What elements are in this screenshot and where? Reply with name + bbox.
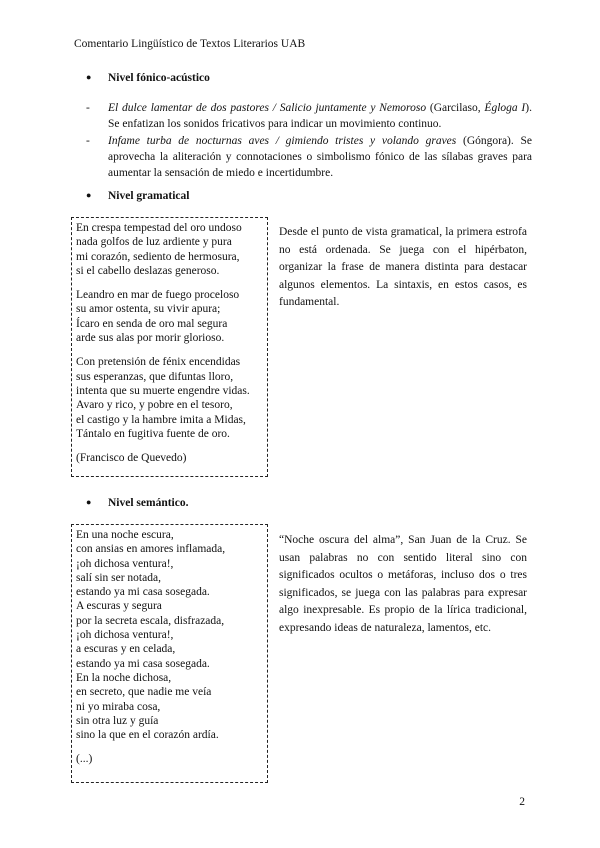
- poem-line: estando ya mi casa sosegada.: [76, 586, 210, 599]
- poem-line: Tántalo en fugitiva fuente de oro.: [76, 427, 230, 440]
- poem-line: salí sin ser notada,: [76, 571, 161, 584]
- poem-line: a escuras y en celada,: [76, 643, 176, 656]
- bullet-icon: ●: [86, 72, 92, 82]
- poem-line: su amor ostenta, su vivir apura;: [76, 303, 221, 316]
- poem-line: nada golfos de luz ardiente y pura: [76, 236, 232, 249]
- poem-line: con ansias en amores inflamada,: [76, 543, 226, 556]
- poem-line: estando ya mi casa sosegada.: [76, 657, 210, 670]
- list-item: [86, 133, 532, 181]
- list-item-text: [108, 133, 532, 181]
- section-heading-gramatical: [86, 190, 189, 202]
- poem-line: ni yo miraba cosa,: [76, 700, 161, 713]
- page-number: 2: [519, 796, 525, 808]
- section-title: Nivel gramatical: [108, 190, 190, 202]
- stanza-gap: [76, 278, 263, 288]
- quote-text: Infame turba de nocturnas aves / gimiendo tristes y volando graves: [108, 135, 457, 147]
- grammatical-commentary: Desde el punto de vista gramatical, la primera estrofa no está ordenada. Se juega con el hipérbaton, organizar la frase de manera distinta para destacar algunos elementos. La sintaxis, en estos casos, es fundamental.: [279, 226, 527, 308]
- dash-marker: -: [86, 102, 90, 114]
- poem-line: En la noche dichosa,: [76, 671, 172, 684]
- poem-line: sino la que en el corazón ardía.: [76, 729, 219, 742]
- stanza-gap: [76, 441, 263, 451]
- poem-line: ¡oh dichosa ventura!,: [76, 557, 174, 570]
- plain-text: (Góngora). Se aprovecha la aliteración y connotaciones o simbolismo fónico de las sílabas graves para aumentar la sensación de miedo e incertidumbre.: [108, 135, 532, 179]
- poem-line: En una noche escura,: [76, 529, 174, 541]
- poem-line: (...): [76, 753, 93, 766]
- work-title: Égloga I: [484, 102, 526, 114]
- plain-text: (Garcilaso,: [426, 102, 485, 114]
- poem-box-san-juan: [71, 524, 268, 783]
- dash-marker: -: [86, 135, 90, 147]
- list-item-text: [108, 100, 532, 132]
- example-list: [86, 100, 532, 182]
- section-heading-fonico: [86, 72, 210, 84]
- poem-line: (Francisco de Quevedo): [76, 452, 187, 465]
- page-header: Comentario Lingüístico de Textos Literarios UAB: [74, 38, 306, 50]
- poem-line: En crespa tempestad del oro undoso: [76, 222, 242, 234]
- poem-line: por la secreta escala, disfrazada,: [76, 614, 225, 627]
- bullet-icon: ●: [86, 190, 92, 200]
- poem-line: A escuras y segura: [76, 600, 162, 613]
- section-title: Nivel semántico.: [108, 497, 189, 509]
- poem-line: en secreto, que nadie me veía: [76, 686, 212, 699]
- list-item: [86, 100, 532, 132]
- poem-line: mi corazón, sediento de hermosura,: [76, 250, 240, 263]
- stanza-gap: [76, 742, 263, 752]
- section-title: Nivel fónico-acústico: [108, 72, 210, 84]
- bullet-icon: ●: [86, 497, 92, 507]
- stanza-gap: [76, 345, 263, 355]
- poem-line: Con pretensión de fénix encendidas: [76, 356, 241, 369]
- poem-line: arde sus alas por morir glorioso.: [76, 332, 225, 345]
- poem-line: el castigo y la hambre imita a Midas,: [76, 413, 246, 426]
- poem-line: Leandro en mar de fuego proceloso: [76, 289, 240, 302]
- quote-text: El dulce lamentar de dos pastores / Salicio juntamente y Nemoroso: [108, 102, 427, 114]
- poem-line: Avaro y rico, y pobre en el tesoro,: [76, 399, 233, 412]
- poem-line: intenta que su muerte engendre vidas.: [76, 384, 250, 397]
- poem-line: sus esperanzas, que difuntas lloro,: [76, 370, 234, 383]
- poem-line: Ícaro en senda de oro mal segura: [76, 317, 228, 330]
- semantic-commentary: “Noche oscura del alma”, San Juan de la Cruz. Se usan palabras no con sentido literal sino con significados ocultos o metáforas, incluso dos o tres significados, se juega con las palabras para expresar algo inexpresable. Es propio de la lírica tradicional, expresando ideas de naturaleza, lamentos, etc.: [279, 534, 527, 634]
- section-heading-semantico: [86, 497, 188, 509]
- poem-line: ¡oh dichosa ventura!,: [76, 629, 174, 642]
- plain-text: ). Se enfatizan los sonidos fricativos para indicar un movimiento continuo.: [108, 102, 532, 130]
- poem-line: sin otra luz y guía: [76, 714, 159, 727]
- poem-box-quevedo: [71, 217, 268, 477]
- poem-line: si el cabello deslazas generoso.: [76, 264, 220, 277]
